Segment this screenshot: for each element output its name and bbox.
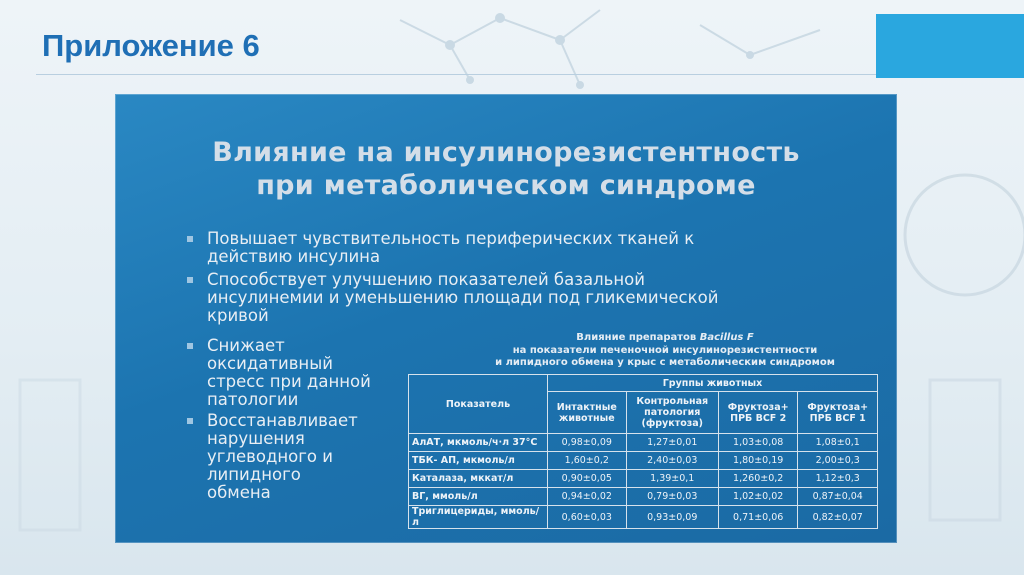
header-text: патология: [644, 407, 701, 418]
table-cell: 1,260±0,2: [718, 470, 798, 488]
bullet-line: углеводного и: [207, 447, 333, 466]
table-cell: 0,82±0,07: [798, 506, 878, 529]
accent-bar: [876, 14, 1024, 78]
table-cell: 0,87±0,04: [798, 488, 878, 506]
table-row: [409, 470, 878, 488]
row-label: АлАТ, мкмоль/ч·л 37°С: [409, 434, 548, 452]
bullet-line: Восстанавливает: [207, 411, 358, 430]
bullet-line: инсулинемии и уменьшению площади под гликемической: [207, 288, 719, 307]
bullet-marker-icon: [187, 418, 193, 424]
panel-heading-line2: при метаболическом синдроме: [256, 170, 756, 201]
table-cell: 2,00±0,3: [798, 452, 878, 470]
panel-heading-line1: Влияние на инсулинорезистентность: [212, 137, 800, 168]
bullet-line: обмена: [207, 483, 271, 502]
title-divider: [36, 74, 876, 75]
table-caption: [455, 332, 875, 370]
table-cell: 0,79±0,03: [626, 488, 718, 506]
header-text: Фруктоза+: [807, 401, 869, 413]
header-text: животные: [558, 412, 615, 424]
bullet-marker-icon: [187, 343, 193, 349]
results-table: [408, 374, 878, 529]
header-group-2: [626, 392, 718, 434]
header-text: ПРБ BCF 2: [730, 412, 787, 424]
table-cell: 0,93±0,09: [626, 506, 718, 529]
bullet-line: оксидативный: [207, 354, 333, 373]
table-row: [409, 488, 878, 506]
header-text: Контрольная: [636, 396, 709, 407]
caption-text: Влияние препаратов: [576, 332, 700, 343]
table-caption-line1: [455, 332, 875, 345]
table-cell: 2,40±0,03: [626, 452, 718, 470]
table-row: [409, 506, 878, 529]
table-cell: 1,27±0,01: [626, 434, 718, 452]
table-caption-line3: и липидного обмена у крыс с метаболическим синдромом: [495, 357, 835, 368]
bullet-line: нарушения: [207, 429, 305, 448]
row-label: ТБК- АП, мкмоль/л: [409, 452, 548, 470]
bullet-2: [207, 271, 718, 325]
row-label: Каталаза, мккат/л: [409, 470, 548, 488]
table-cell: 1,08±0,1: [798, 434, 878, 452]
table-cell: 0,98±0,09: [548, 434, 627, 452]
header-text: Фруктоза+: [727, 401, 789, 413]
header-group-3: [718, 392, 798, 434]
panel-heading: [115, 136, 897, 202]
header-text: (фруктоза): [641, 418, 703, 429]
bullet-marker-icon: [187, 277, 193, 283]
bullet-line: кривой: [207, 306, 269, 325]
table-row: [409, 452, 878, 470]
bullet-marker-icon: [187, 236, 193, 242]
header-group-1: [548, 392, 627, 434]
bullet-line: действию инсулина: [207, 247, 381, 266]
header-text: ПРБ BCF 1: [809, 412, 866, 424]
table-row: [409, 434, 878, 452]
table-cell: 1,03±0,08: [718, 434, 798, 452]
bullet-line: Повышает чувствительность периферических тканей к: [207, 229, 695, 248]
caption-species: Bacillus F: [699, 332, 754, 343]
header-groups: Группы животных: [548, 375, 878, 392]
bullet-line: стресс при данной: [207, 372, 371, 391]
header-indicator: Показатель: [409, 375, 548, 434]
bullet-line: Способствует улучшению показателей базальной: [207, 270, 645, 289]
bullet-3: [207, 337, 371, 409]
bullet-4: [207, 412, 358, 502]
content-panel: [115, 94, 897, 543]
row-label: Триглицериды, ммоль/л: [409, 506, 548, 529]
bullet-line: липидного: [207, 465, 301, 484]
table-cell: 1,02±0,02: [718, 488, 798, 506]
table-cell: 0,71±0,06: [718, 506, 798, 529]
bullet-line: патологии: [207, 390, 299, 409]
row-label: ВГ, ммоль/л: [409, 488, 548, 506]
bullet-1: [207, 230, 694, 266]
table-cell: 0,90±0,05: [548, 470, 627, 488]
bullet-line: Снижает: [207, 336, 285, 355]
table-cell: 1,12±0,3: [798, 470, 878, 488]
header-text: Интактные: [556, 401, 617, 413]
table-cell: 1,80±0,19: [718, 452, 798, 470]
table-cell: 0,60±0,03: [548, 506, 627, 529]
table-cell: 0,94±0,02: [548, 488, 627, 506]
table-cell: 1,39±0,1: [626, 470, 718, 488]
table-caption-line2: на показатели печеночной инсулинорезистентности: [512, 344, 818, 356]
header-group-4: [798, 392, 878, 434]
table-cell: 1,60±0,2: [548, 452, 627, 470]
slide-title: Приложение 6: [42, 28, 260, 63]
